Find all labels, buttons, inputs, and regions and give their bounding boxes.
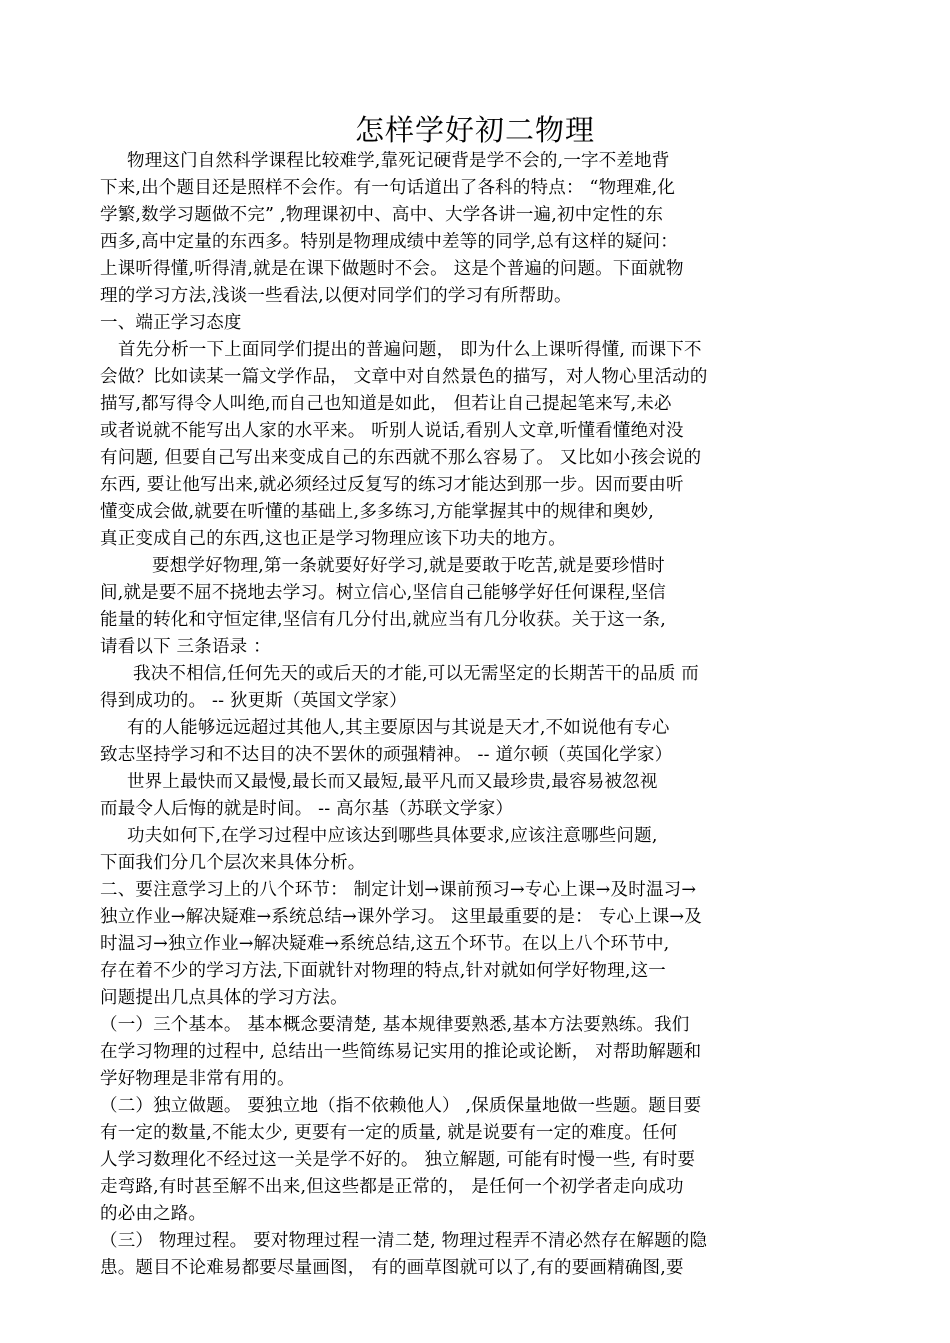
quote-line: 有的人能够远远超过其他人,其主要原因与其说是天才,不如说他有专心 [127, 718, 670, 738]
document-title: 怎样学好初二物理 [354, 113, 595, 147]
paragraph-line: 学好物理是非常有用的。 [100, 1069, 295, 1089]
section-heading: 一、端正学习态度 [100, 313, 242, 333]
section-heading: 二、要注意学习上的八个环节： 制定计划→课前预习→专心上课→及时温习→ [100, 880, 697, 900]
paragraph-line: 时温习→独立作业→解决疑难→系统总结,这五个环节。在以上八个环节中, [100, 934, 670, 954]
paragraph-line: 有一定的数量,不能太少, 更要有一定的质量, 就是说要有一定的难度。任何 [100, 1123, 678, 1143]
quote-line: 我决不相信,任何先天的或后天的才能,可以无需坚定的长期苦干的品质 而 [133, 664, 699, 684]
paragraph-line: 人学习数理化不经过这一关是学不好的。 独立解题, 可能有时慢一些, 有时要 [100, 1150, 696, 1170]
paragraph-line: 学繁,数学习题做不完” ,物理课初中、高中、大学各讲一遍,初中定性的东 [100, 205, 664, 225]
paragraph-line: 的必由之路。 [100, 1204, 207, 1224]
subsection-line: （一）三个基本。 基本概念要清楚, 基本规律要熟悉,基本方法要熟练。我们 [100, 1015, 690, 1035]
paragraph-line: 有问题, 但要自己写出来变成自己的东西就不那么容易了。 又比如小孩会说的 [100, 448, 702, 468]
paragraph-line: 上课听得懂,听得清,就是在课下做题时不会。 这是个普遍的问题。下面就物 [100, 259, 684, 279]
paragraph-line: 患。题目不论难易都要尽量画图， 有的画草图就可以了,有的要画精确图,要 [100, 1258, 684, 1278]
paragraph-line: 懂变成会做,就要在听懂的基础上,多多练习,方能掌握其中的规律和奥妙, [100, 502, 655, 522]
paragraph-line: 物理这门自然科学课程比较难学,靠死记硬背是学不会的,一字不差地背 [127, 151, 670, 171]
paragraph-line: 会做？比如读某一篇文学作品， 文章中对自然景色的描写，对人物心里活动的 [100, 367, 708, 387]
paragraph-line: 走弯路,有时甚至解不出来,但这些都是正常的， 是任何一个初学者走向成功 [100, 1177, 684, 1197]
subsection-line: （三） 物理过程。 要对物理过程一清二楚, 物理过程弄不清必然存在解题的隐 [100, 1231, 708, 1251]
subsection-line: （二）独立做题。 要独立地（指不依赖他人） ,保质保量地做一些题。题目要 [100, 1096, 702, 1116]
paragraph-line: 间,就是要不屈不挠地去学习。树立信心,坚信自己能够学好任何课程,坚信 [100, 583, 666, 603]
quote-line: 致志坚持学习和不达目的决不罢休的顽强精神。 -- 道尔顿（英国化学家） [100, 745, 673, 765]
quote-line: 而最令人后悔的就是时间。 -- 高尔基（苏联文学家） [100, 799, 514, 819]
paragraph-line: 独立作业→解决疑难→系统总结→课外学习。 这里最重要的是： 专心上课→及 [100, 907, 702, 927]
paragraph-line: 下面我们分几个层次来具体分析。 [100, 853, 366, 873]
paragraph-line: 要想学好物理,第一条就要好好学习,就是要敢于吃苦,就是要珍惜时 [152, 556, 665, 576]
paragraph-line: 存在着不少的学习方法,下面就针对物理的特点,针对就如何学好物理,这一 [100, 961, 666, 981]
paragraph-line: 功夫如何下,在学习过程中应该达到哪些具体要求,应该注意哪些问题, [127, 826, 658, 846]
paragraph-line: 问题提出几点具体的学习方法。 [100, 988, 348, 1008]
paragraph-line: 能量的转化和守恒定律,坚信有几分付出,就应当有几分收获。关于这一条, [100, 610, 666, 630]
paragraph-line: 东西, 要让他写出来,就必须经过反复写的练习才能达到那一步。因而要由听 [100, 475, 684, 495]
paragraph-line: 描写,都写得令人叫绝,而自己也知道是如此， 但若让自己提起笔来写,未必 [100, 394, 672, 414]
paragraph-line: 下来,出个题目还是照样不会作。有一句话道出了各科的特点： “物理难,化 [100, 178, 676, 198]
paragraph-line: 或者说就不能写出人家的水平来。 听别人说话,看别人文章,听懂看懂绝对没 [100, 421, 684, 441]
paragraph-line: 在学习物理的过程中, 总结出一些简练易记实用的推论或论断， 对帮助解题和 [100, 1042, 702, 1062]
paragraph-line: 请看以下 三条语录 ： [100, 637, 271, 657]
paragraph-line: 西多,高中定量的东西多。特别是物理成绩中差等的同学,总有这样的疑问： [100, 232, 678, 252]
paragraph-line: 真正变成自己的东西,这也正是学习物理应该下功夫的地方。 [100, 529, 566, 549]
quote-line: 得到成功的。 -- 狄更斯（英国文学家） [100, 691, 407, 711]
quote-line: 世界上最快而又最慢,最长而又最短,最平凡而又最珍贵,最容易被忽视 [127, 772, 658, 792]
paragraph-line: 理的学习方法,浅谈一些看法,以便对同学们的学习有所帮助。 [100, 286, 572, 306]
paragraph-line: 首先分析一下上面同学们提出的普遍问题， 即为什么上课听得懂, 而课下不 [118, 340, 702, 360]
